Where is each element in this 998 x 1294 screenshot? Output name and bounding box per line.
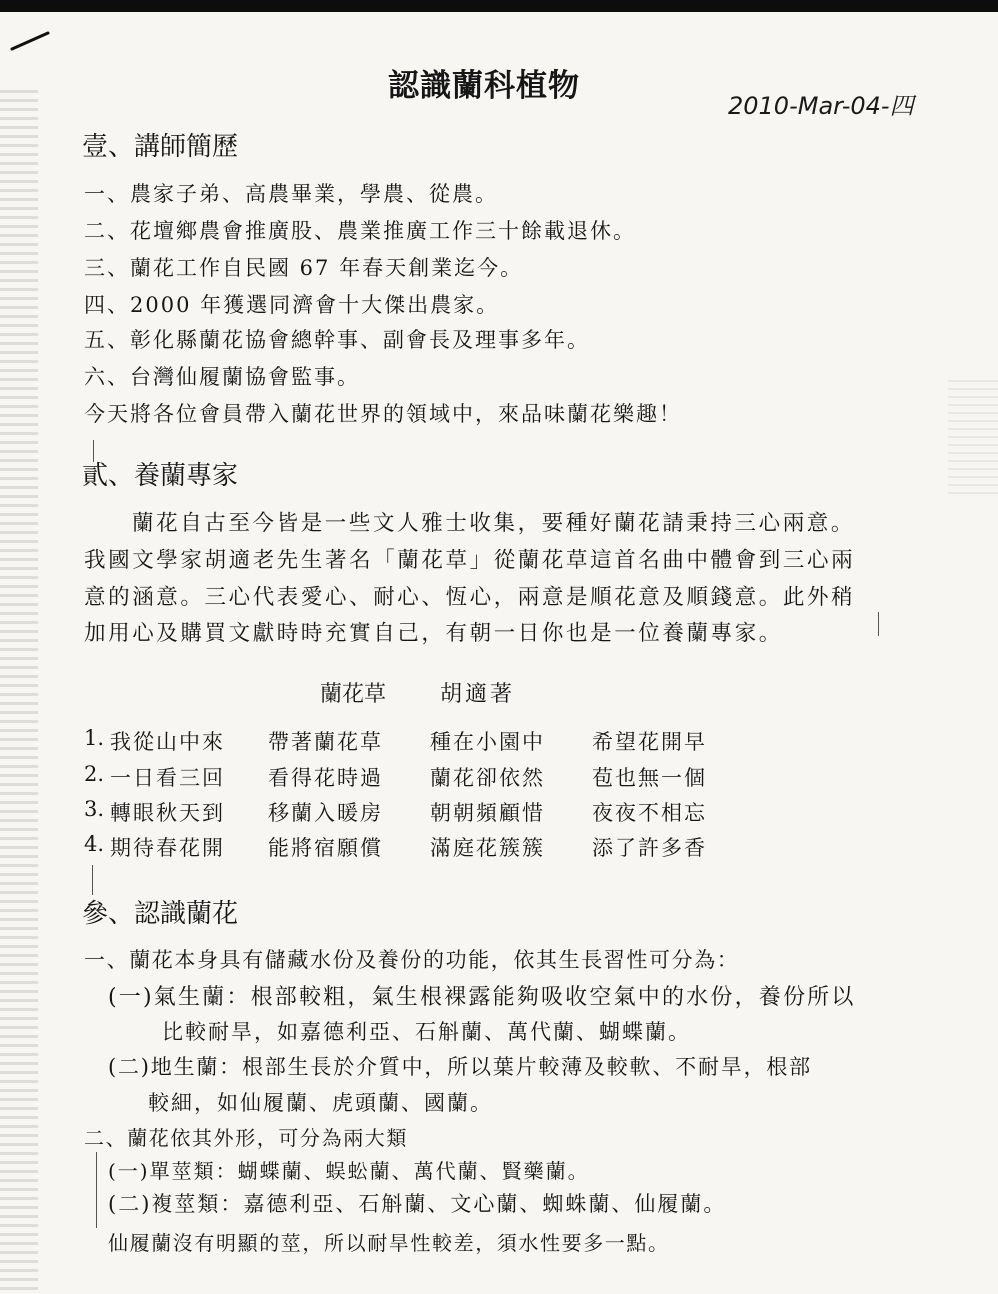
orchid-text-line: (二)複莖類：嘉德利亞、石斛蘭、文心蘭、蜘蛛蘭、仙履蘭。 — [108, 1192, 727, 1216]
bio-item: 五、彰化縣蘭花協會總幹事、副會長及理事多年。 — [84, 328, 590, 352]
handwritten-date: 2010-Mar-04-四 — [728, 92, 914, 120]
paragraph-line: 加用心及購買文獻時時充實自己，有朝一日你也是一位養蘭專家。 — [84, 621, 783, 646]
paragraph-line: 我國文學家胡適老先生著名「蘭花草」從蘭花草這首名曲中體會到三心兩 — [84, 548, 856, 573]
bio-item: 六、台灣仙履蘭協會監事。 — [84, 365, 360, 389]
orchid-text-line: (一)氣生蘭：根部較粗，氣生根裸露能夠吸收空氣中的水份，養份所以 — [108, 985, 856, 1010]
orchid-text-line: 一、蘭花本身具有儲藏水份及養份的功能，依其生長習性可分為： — [84, 948, 740, 972]
poem-title: 蘭花草 — [320, 682, 387, 707]
orchid-text-line: 比較耐旱，如嘉德利亞、石斛蘭、萬代蘭、蝴蝶蘭。 — [162, 1020, 691, 1044]
orchid-text-line: (一)單莖類：蝴蝶蘭、蜈蚣蘭、萬代蘭、賢藥蘭。 — [108, 1159, 590, 1183]
scan-noise-right — [948, 380, 998, 500]
bio-item: 二、花壇鄉農會推廣股、農業推廣工作三十餘載退休。 — [84, 219, 636, 243]
section-3-heading: 參、認識蘭花 — [82, 899, 239, 929]
margin-mark — [92, 865, 93, 895]
bio-item: 四、2000 年獲選同濟會十大傑出農家。 — [84, 293, 500, 317]
paragraph-line: 意的涵意。三心代表愛心、耐心、恆心，兩意是順花意及順錢意。此外稍 — [84, 585, 856, 610]
poem-author: 胡適著 — [440, 682, 516, 707]
poem-line: 1. 我從山中來 帶著蘭花草 種在小園中 希望花開早 — [84, 726, 707, 754]
poem-line: 3. 轉眼秋天到 移蘭入暖房 朝朝頻顧惜 夜夜不相忘 — [84, 797, 707, 825]
poem-line: 4. 期待春花開 能將宿願償 滿庭花簇簇 添了許多香 — [84, 832, 707, 860]
margin-mark — [96, 1152, 97, 1228]
scan-top-border — [0, 0, 998, 12]
scan-noise-left — [0, 90, 38, 1294]
orchid-text-line: (二)地生蘭：根部生長於介質中，所以葉片較薄及較軟、不耐旱，根部 — [108, 1055, 812, 1079]
orchid-text-line: 仙履蘭沒有明顯的莖，所以耐旱性較差，須水性要多一點。 — [108, 1231, 670, 1255]
section-1-heading: 壹、講師簡歷 — [82, 132, 239, 162]
orchid-text-line: 二、蘭花依其外形，可分為兩大類 — [84, 1126, 408, 1150]
margin-mark — [878, 612, 879, 636]
bio-item: 三、蘭花工作自民國 67 年春天創業迄今。 — [84, 256, 524, 280]
page-title: 認識蘭科植物 — [388, 68, 580, 104]
bio-closing: 今天將各位會員帶入蘭花世界的領域中，來品味蘭花樂趣！ — [84, 402, 682, 426]
paragraph-line: 蘭花自古至今皆是一些文人雅士收集，要種好蘭花請秉持三心兩意。 — [132, 511, 856, 536]
pen-mark — [10, 30, 50, 52]
bio-item: 一、農家子弟、高農畢業，學農、從農。 — [84, 182, 498, 206]
poem-line: 2. 一日看三回 看得花時過 蘭花卻依然 苞也無一個 — [84, 762, 707, 790]
section-2-heading: 貳、養蘭專家 — [82, 461, 239, 491]
orchid-text-line: 較細，如仙履蘭、虎頭蘭、國蘭。 — [148, 1091, 493, 1115]
